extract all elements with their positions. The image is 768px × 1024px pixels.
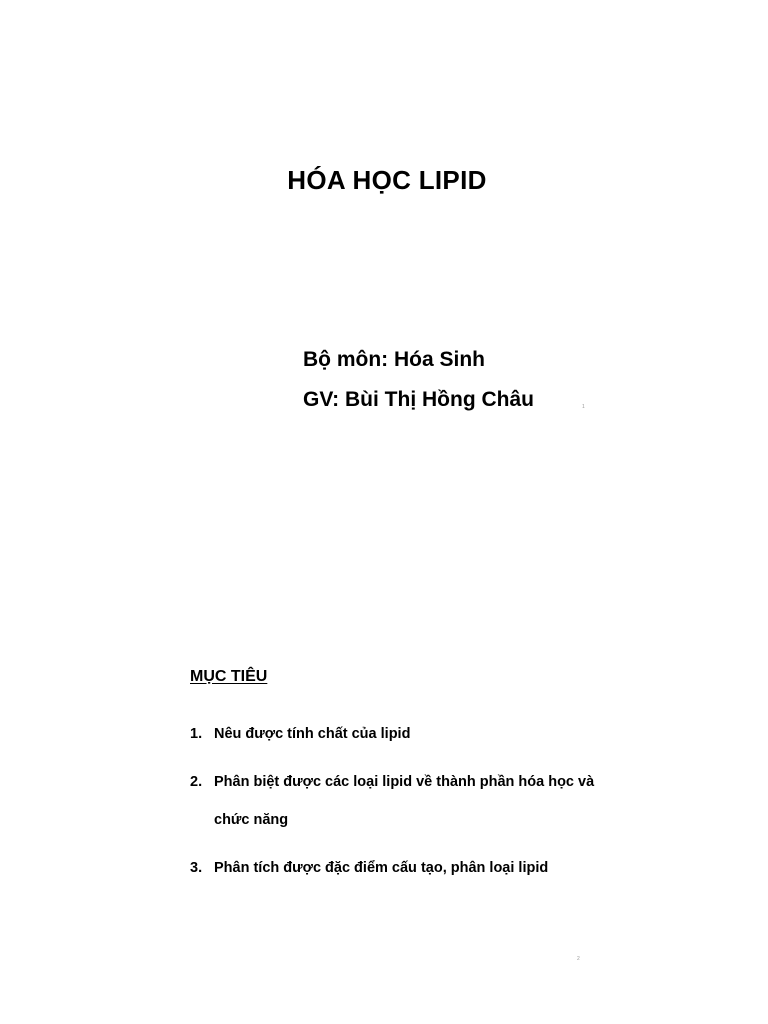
list-item-number: 3. [190,860,203,876]
objectives-list [190,715,610,897]
list-item [190,849,610,887]
department-line: Bộ môn: Hóa Sinh [303,348,485,371]
list-item-text: Phân tích được đặc điểm cấu tạo, phân loại lipid [214,860,549,876]
list-item-number: 2. [190,774,203,790]
slide-number-1: 1 [582,404,585,410]
objectives-heading: MỤC TIÊU [190,668,268,685]
page-title [0,165,768,196]
list-item-text: Nêu được tính chất của lipid [214,726,411,742]
list-item [190,763,610,839]
lecturer-line: GV: Bùi Thị Hồng Châu [303,388,534,411]
list-item-number: 1. [190,726,203,742]
slide-number-2: 2 [577,956,580,962]
page-title-text: HÓA HỌC LIPID [287,165,487,195]
author-info [303,340,534,420]
list-item-text: Phân biệt được các loại lipid về thành phần hóa học và chức năng [214,774,595,828]
list-item [190,715,610,753]
